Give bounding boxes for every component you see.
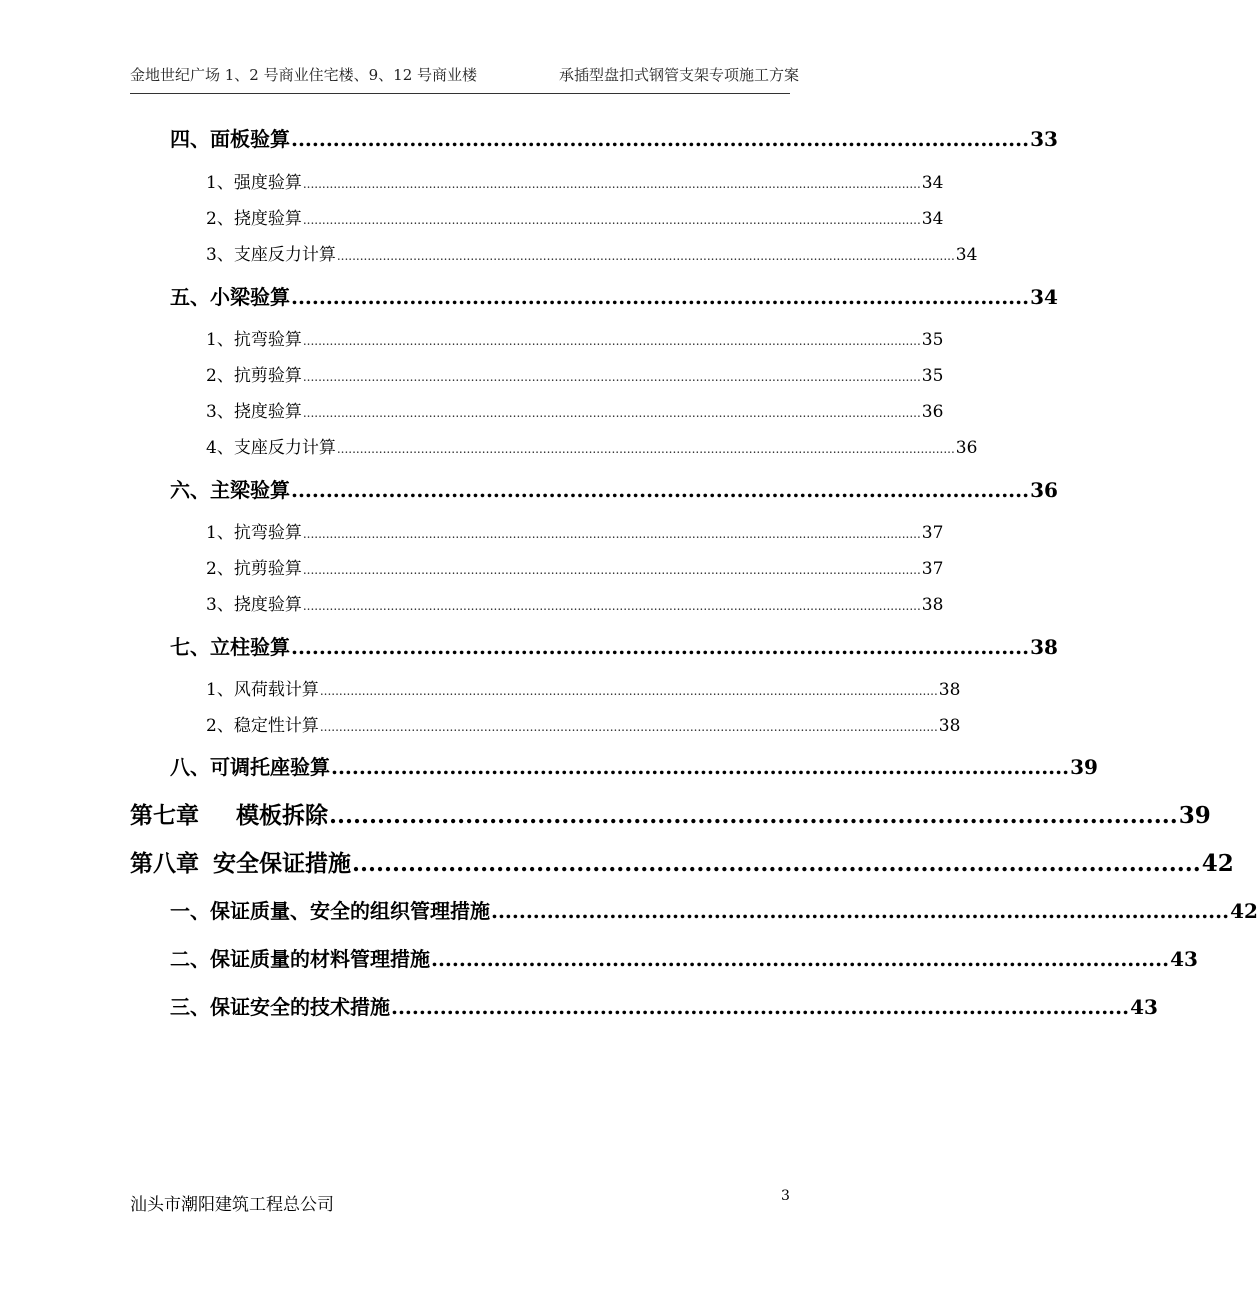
toc-entry-label: 三、保证安全的技术措施 [170,995,390,1019]
toc-leader-dots: .......................................................................................................... [491,899,1230,923]
footer-page-number: 3 [781,1188,790,1204]
toc-entry-page: 35 [921,330,944,350]
toc-entry-section-7-1[interactable] [206,675,961,700]
toc-entry-page: 36 [955,438,978,458]
toc-leader-dots: .......................................................................................................... [431,947,1170,971]
toc-entry-label: 二、保证质量的材料管理措施 [170,947,430,971]
toc-entry-section-7-2[interactable] [206,711,961,736]
toc-entry-label: 2、挠度验算 [206,209,302,229]
toc-entry-label: 五、小梁验算 [170,285,290,309]
toc-entry-page: 43 [1130,995,1158,1019]
toc-entry-label: 4、支座反力计算 [206,438,336,458]
toc-leader-dots: .......................................................................................................... [331,755,1070,779]
toc-entry-page: 36 [1030,478,1058,502]
toc-leader-dots: .................................................................................................................................................................. [302,563,921,577]
toc-entry-section-4-1[interactable] [206,168,944,193]
toc-entry-chapter-8[interactable] [130,845,1234,878]
toc-entry-section-4[interactable] [170,123,1058,152]
toc-entry-chapter-7[interactable] [130,797,1211,830]
toc-entry-label: 1、抗弯验算 [206,330,302,350]
toc-leader-dots: .................................................................................................................................................................. [319,720,938,734]
toc-entry-page: 38 [938,680,961,700]
toc-entry-label: 七、立柱验算 [170,635,290,659]
header-plan-title: 承插型盘扣式钢管支架专项施工方案 [559,66,800,84]
toc-leader-dots: .......................................................................................................... [291,285,1030,309]
toc-entry-label: 3、支座反力计算 [206,245,336,265]
toc-entry-label [130,845,351,878]
toc-entry-page: 33 [1030,127,1058,151]
toc-leader-dots: .................................................................................................................................................................. [302,406,921,420]
toc-leader-dots: .......................................................................................................... [291,478,1030,502]
toc-leader-dots: .......................................................................................................... [352,850,1201,877]
toc-entry-page: 39 [1178,802,1211,829]
toc-leader-dots: .................................................................................................................................................................. [336,249,955,263]
toc-entry-page: 37 [921,559,944,579]
toc-leader-dots: .................................................................................................................................................................. [302,177,921,191]
toc-entry-page: 36 [921,402,944,422]
toc-leader-dots: .................................................................................................................................................................. [336,442,955,456]
toc-entry-section-8[interactable] [170,751,1098,780]
toc-entry-label: 2、抗剪验算 [206,366,302,386]
footer-company-name: 汕头市潮阳建筑工程总公司 [130,1195,334,1215]
toc-entry-section-7[interactable] [170,631,1058,660]
toc-entry-chapter-8-section-1[interactable] [170,895,1258,924]
toc-entry-section-5-3[interactable] [206,397,944,422]
toc-entry-chapter-8-section-2[interactable] [170,943,1198,972]
toc-entry-label [130,797,328,830]
toc-leader-dots: .................................................................................................................................................................. [302,527,921,541]
toc-entry-section-5-4[interactable] [206,433,978,458]
toc-entry-page: 38 [921,595,944,615]
toc-entry-section-5-1[interactable] [206,325,944,350]
toc-leader-dots: .......................................................................................................... [291,635,1030,659]
toc-entry-page: 39 [1070,755,1098,779]
toc-entry-page: 42 [1201,850,1234,877]
toc-entry-section-5-2[interactable] [206,361,944,386]
toc-leader-dots: .................................................................................................................................................................. [319,684,938,698]
header-divider [130,93,790,94]
toc-entry-label: 1、强度验算 [206,173,302,193]
chapter-title: 模板拆除 [236,803,328,829]
toc-entry-section-6[interactable] [170,474,1058,503]
chapter-title: 安全保证措施 [213,851,351,877]
toc-entry-section-4-3[interactable] [206,240,978,265]
chapter-number: 第八章 [130,851,199,877]
toc-leader-dots: .................................................................................................................................................................. [302,213,921,227]
toc-entry-label: 六、主梁验算 [170,478,290,502]
toc-entry-section-6-3[interactable] [206,590,944,615]
toc-entry-label: 1、抗弯验算 [206,523,302,543]
toc-leader-dots: .......................................................................................................... [291,127,1030,151]
toc-entry-section-4-2[interactable] [206,204,944,229]
toc-leader-dots: .......................................................................................................... [329,802,1178,829]
toc-entry-label: 八、可调托座验算 [170,755,330,779]
toc-leader-dots: .................................................................................................................................................................. [302,334,921,348]
toc-leader-dots: .................................................................................................................................................................. [302,599,921,613]
toc-entry-page: 35 [921,366,944,386]
toc-entry-section-6-2[interactable] [206,554,944,579]
toc-leader-dots: .................................................................................................................................................................. [302,370,921,384]
toc-entry-label: 2、稳定性计算 [206,716,319,736]
toc-entry-page: 37 [921,523,944,543]
toc-entry-page: 42 [1230,899,1258,923]
toc-entry-page: 43 [1170,947,1198,971]
toc-entry-page: 34 [921,173,944,193]
toc-entry-label: 3、挠度验算 [206,595,302,615]
toc-entry-chapter-8-section-3[interactable] [170,991,1158,1020]
toc-entry-page: 38 [1030,635,1058,659]
toc-leader-dots: .......................................................................................................... [391,995,1130,1019]
toc-entry-label: 3、挠度验算 [206,402,302,422]
toc-entry-label: 1、风荷载计算 [206,680,319,700]
toc-entry-label: 四、面板验算 [170,127,290,151]
toc-entry-page: 34 [1030,285,1058,309]
toc-entry-section-5[interactable] [170,281,1058,310]
toc-entry-page: 34 [955,245,978,265]
toc-entry-page: 34 [921,209,944,229]
chapter-number: 第七章 [130,803,199,829]
header-document-title: 金地世纪广场 1、2 号商业住宅楼、9、12 号商业楼 [130,66,478,84]
toc-entry-page: 38 [938,716,961,736]
toc-entry-section-6-1[interactable] [206,518,944,543]
toc-entry-label: 一、保证质量、安全的组织管理措施 [170,899,490,923]
toc-entry-label: 2、抗剪验算 [206,559,302,579]
